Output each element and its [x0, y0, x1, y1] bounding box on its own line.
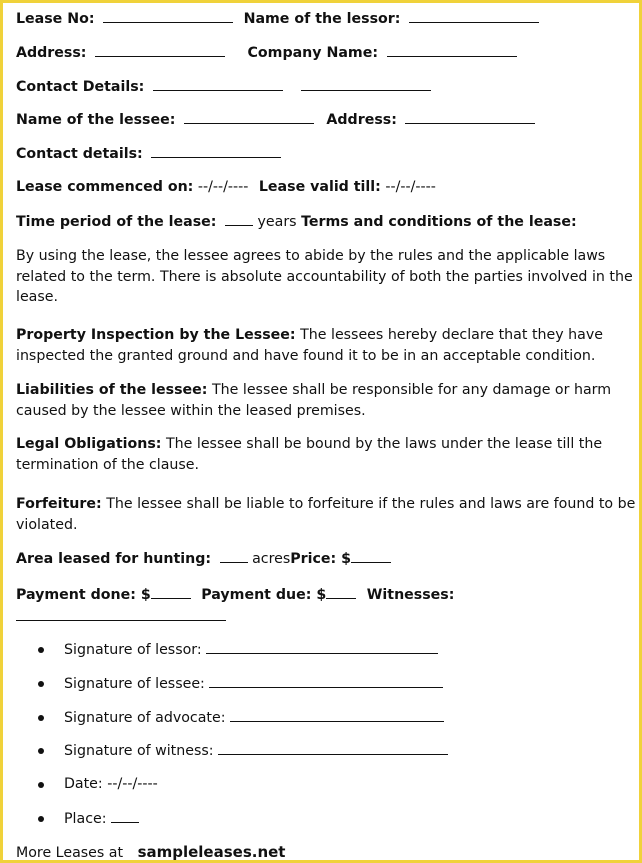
row-area	[16, 548, 391, 569]
time-period-blank	[225, 211, 253, 226]
lessee-address-label: Address:	[326, 112, 397, 128]
area-label: Area leased for hunting:	[16, 551, 212, 567]
address-label: Address:	[16, 45, 87, 61]
lessee-name-blank	[184, 109, 314, 124]
area-blank	[220, 548, 248, 563]
lessor-name-blank	[409, 8, 539, 23]
inspection-title: Property Inspection by the Lessee:	[16, 327, 296, 343]
bullet-icon	[38, 647, 44, 653]
witnesses-line	[16, 606, 226, 627]
company-name-label: Company Name:	[247, 45, 379, 61]
address-blank	[95, 42, 225, 57]
intro-paragraph: By using the lease, the lessee agrees to abide by the rules and the applicable laws related to the term. There is absolute accountability of both the parties involved in the lease.	[16, 248, 633, 305]
date-label: Date: --/--/----	[64, 776, 158, 792]
time-period-label: Time period of the lease:	[16, 214, 217, 230]
signature-witness-blank	[218, 740, 448, 755]
lease-commenced-value: --/--/----	[197, 179, 249, 195]
signature-witness-label: Signature of witness:	[64, 743, 214, 759]
witnesses-label: Witnesses:	[366, 587, 455, 603]
lease-commenced-label: Lease commenced on:	[16, 179, 194, 195]
terms-heading: Terms and conditions of the lease:	[301, 214, 577, 230]
signature-lessee-label: Signature of lessee:	[64, 676, 205, 692]
signature-lessee-blank	[209, 673, 443, 688]
signature-advocate-label: Signature of advocate:	[64, 710, 226, 726]
row-time-period	[16, 211, 577, 232]
row-address	[16, 42, 517, 63]
bullet-icon	[38, 816, 44, 822]
bullet-icon	[38, 681, 44, 687]
witnesses-blank	[16, 606, 226, 621]
forfeiture-text: The lessee shall be liable to forfeiture if the rules and laws are found to be violated.	[16, 496, 636, 533]
row-lease-no	[16, 8, 539, 29]
footer	[16, 842, 285, 863]
company-name-blank	[387, 42, 517, 57]
lessee-address-blank	[405, 109, 535, 124]
lease-no-blank	[103, 8, 233, 23]
years-label: years	[257, 214, 297, 230]
row-contact-details-2	[16, 143, 281, 164]
row-lessee	[16, 109, 535, 130]
contact-details-blank-2	[301, 76, 431, 91]
row-lease-dates	[16, 177, 436, 197]
footer-site-link[interactable]: sampleleases.net	[137, 843, 286, 861]
liabilities-paragraph	[16, 380, 636, 421]
place-label: Place:	[64, 811, 107, 827]
bullet-icon	[38, 715, 44, 721]
row-payment	[16, 584, 454, 605]
contact-details-2-label: Contact details:	[16, 146, 143, 162]
lease-valid-label: Lease valid till:	[258, 179, 381, 195]
inspection-text: The lessees hereby declare that they have inspected the granted ground and have found it to be in an acceptable condition.	[16, 327, 603, 364]
liabilities-text: The lessee shall be responsible for any damage or harm caused by the lessee within the leased premises.	[16, 382, 612, 419]
signature-advocate-blank	[230, 707, 444, 722]
contact-details-blank-1	[153, 76, 283, 91]
acres-label: acres	[252, 551, 291, 567]
footer-more-leases: More Leases at	[16, 845, 124, 861]
payment-done-blank	[151, 584, 191, 599]
bullet-icon	[38, 748, 44, 754]
payment-due-label: Payment due: $	[201, 587, 327, 603]
price-blank	[351, 548, 391, 563]
forfeiture-paragraph	[16, 494, 636, 535]
forfeiture-title: Forfeiture:	[16, 496, 102, 512]
liabilities-title: Liabilities of the lessee:	[16, 382, 208, 398]
legal-paragraph	[16, 434, 636, 475]
bullet-icon	[38, 782, 44, 788]
contact-details-2-blank	[151, 143, 281, 158]
lease-no-label: Lease No:	[16, 11, 95, 27]
payment-due-blank	[326, 584, 356, 599]
inspection-paragraph	[16, 325, 636, 366]
price-label: Price: $	[290, 551, 352, 567]
lessor-name-label: Name of the lessor:	[243, 11, 401, 27]
place-blank	[111, 808, 139, 823]
legal-title: Legal Obligations:	[16, 436, 162, 452]
signature-lessor-blank	[206, 639, 438, 654]
row-contact-details	[16, 76, 431, 97]
contact-details-label: Contact Details:	[16, 79, 145, 95]
lessee-name-label: Name of the lessee:	[16, 112, 176, 128]
legal-text: The lessee shall be bound by the laws under the lease till the termination of the clause.	[16, 436, 603, 473]
payment-done-label: Payment done: $	[16, 587, 151, 603]
signature-lessor-label: Signature of lessor:	[64, 642, 202, 658]
lease-valid-value: --/--/----	[385, 179, 436, 195]
